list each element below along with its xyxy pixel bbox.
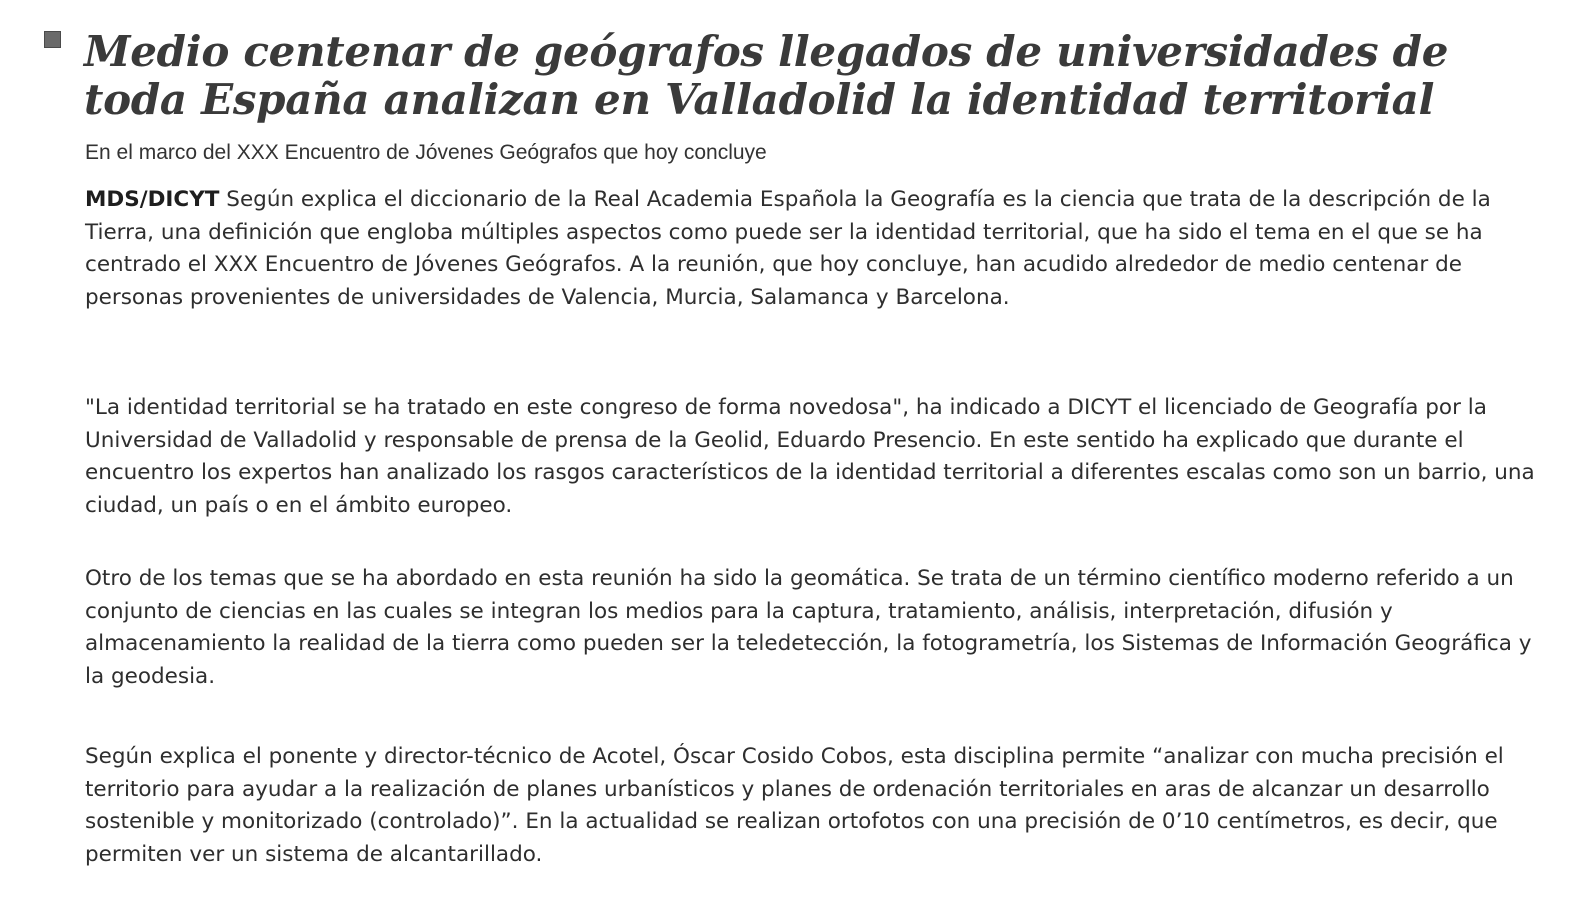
- article-headline: Medio centenar de geógrafos llegados de universidades de toda España analizan en Valladolid la identidad territorial: [84, 27, 1449, 124]
- article-paragraph: Según explica el ponente y director-técnico de Acotel, Óscar Cosido Cobos, esta disciplina permite “analizar con mucha precisión el territorio para ayudar a la realización de planes urbanísticos y planes de ordenación territoriales en aras de alcanzar un desarrollo sostenible y monitorizado (controlado)”. En la actualidad se realizan ortofotos con una precisión de 0’10 centímetros, es decir, que permiten ver un sistema de alcantarillado.: [85, 744, 1504, 867]
- paragraph-text: Según explica el diccionario de la Real Academia Española la Geografía es la ciencia que trata de la descripción de la Tierra, una definición que engloba múltiples aspectos como puede ser la identidad territorial, que ha sido el tema en el que se ha centrado el XXX Encuentro de Jóvenes Geógrafos. A la reunión, que hoy concluye, han acudido alrededor de medio centenar de personas provenientes de universidades de Valencia, Murcia, Salamanca y Barcelona.: [85, 187, 1491, 310]
- article-paragraph: [85, 184, 1547, 314]
- article-paragraph: Otro de los temas que se ha abordado en esta reunión ha sido la geomática. Se trata de un término científico moderno referido a un conjunto de ciencias en las cuales se integran los medios para la captura, tratamiento, análisis, interpretación, difusión y almacenamiento la realidad de la tierra como pueden ser la teledetección, la fotogrametría, los Sistemas de Información Geográfica y la geodesia.: [85, 566, 1532, 689]
- square-bullet-icon: [44, 31, 61, 48]
- byline: MDS/DICYT: [85, 187, 220, 212]
- article-subtitle: En el marco del XXX Encuentro de Jóvenes Geógrafos que hoy concluye: [85, 141, 767, 164]
- article-paragraph: "La identidad territorial se ha tratado en este congreso de forma novedosa", ha indicado a DICYT el licenciado de Geografía por la Universidad de Valladolid y responsable de prensa de la Geolid, Eduardo Presencio. En este sentido ha explicado que durante el encuentro los expertos han analizado los rasgos característicos de la identidad territorial a diferentes escalas como son un barrio, una ciudad, un país o en el ámbito europeo.: [85, 395, 1535, 518]
